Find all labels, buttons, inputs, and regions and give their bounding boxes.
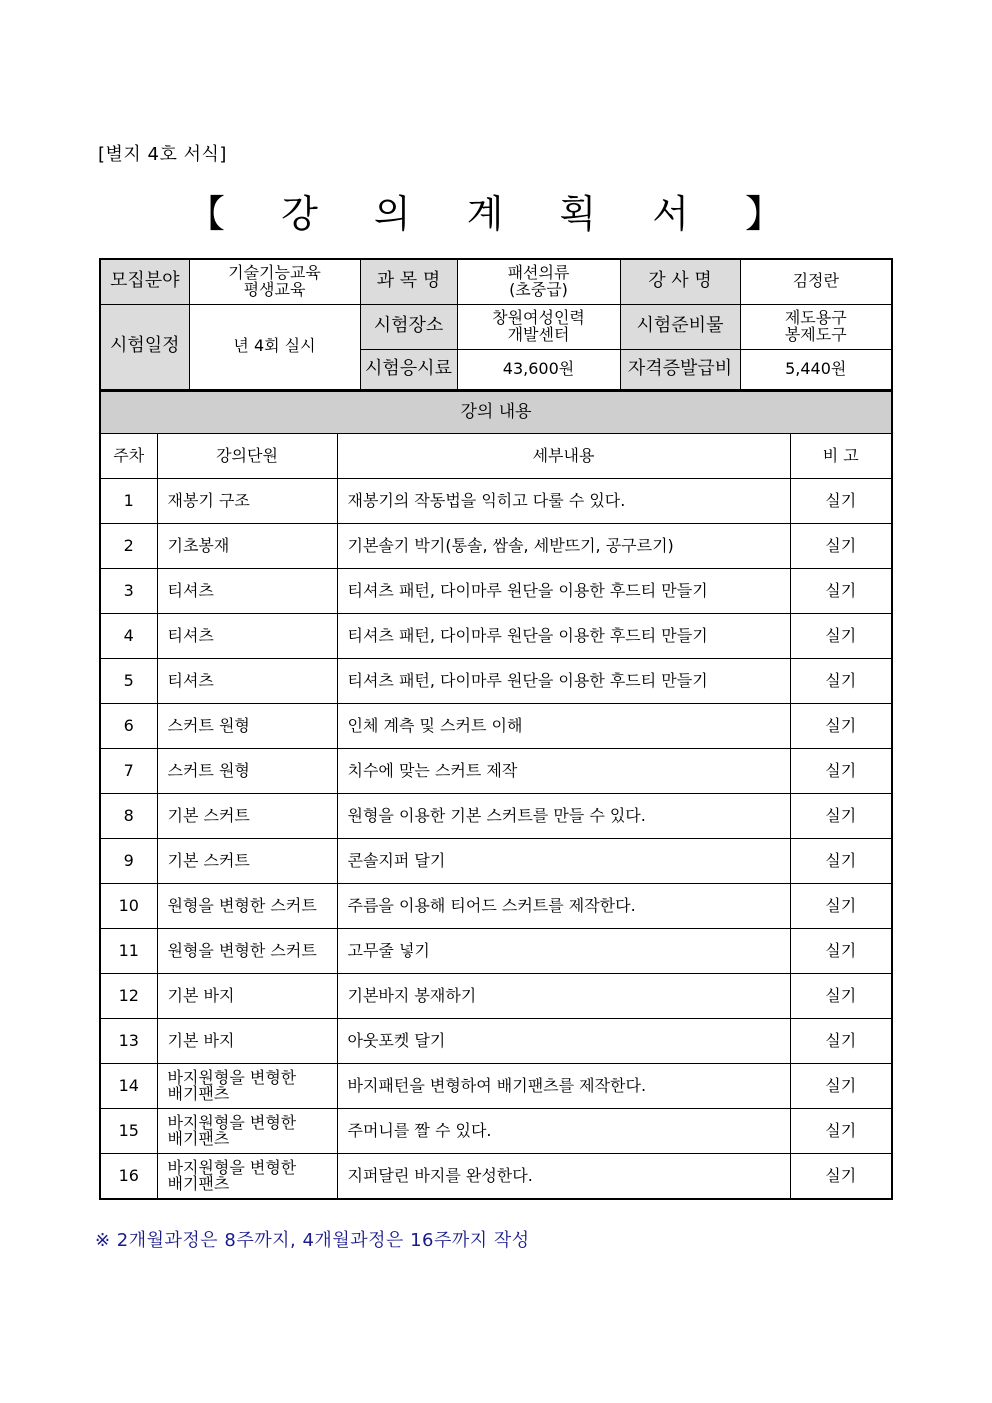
detail-cell: 티셔츠 패턴, 다이마루 원단을 이용한 후드티 만들기 xyxy=(337,659,790,704)
week-cell: 13 xyxy=(100,1019,157,1064)
table-row xyxy=(100,569,892,614)
week-cell: 15 xyxy=(100,1109,157,1154)
detail-cell: 지퍼달린 바지를 완성한다. xyxy=(337,1154,790,1200)
table-row xyxy=(100,1064,892,1109)
unit-cell: 스커트 원형 xyxy=(157,704,337,749)
recruit-field-value xyxy=(189,259,360,304)
detail-header: 세부내용 xyxy=(337,434,790,479)
detail-cell: 바지패턴을 변형하여 배기팬츠를 제작한다. xyxy=(337,1064,790,1109)
document-title: 【 강 의 계 획 서 】 xyxy=(186,192,805,236)
unit-line-2: 배기팬츠 xyxy=(167,1174,230,1193)
table-row xyxy=(100,704,892,749)
subject-label: 과 목 명 xyxy=(360,259,457,304)
table-row xyxy=(100,884,892,929)
unit-cell: 티셔츠 xyxy=(157,614,337,659)
recruit-value-line-1: 기술기능교육 xyxy=(228,262,321,282)
unit-cell: 재봉기 구조 xyxy=(157,479,337,524)
table-row xyxy=(100,794,892,839)
week-cell: 3 xyxy=(100,569,157,614)
exam-fee-value: 43,600원 xyxy=(457,349,620,390)
unit-cell xyxy=(157,1154,337,1200)
note-cell: 실기 xyxy=(790,929,892,974)
unit-line-2: 배기팬츠 xyxy=(167,1084,230,1103)
unit-line-1: 바지원형을 변형한 xyxy=(167,1158,297,1177)
form-number: [별지 4호 서식] xyxy=(98,144,227,165)
recruit-field-label: 모집분야 xyxy=(100,259,189,304)
unit-cell xyxy=(157,1064,337,1109)
table-row xyxy=(100,1154,892,1200)
subject-value xyxy=(457,259,620,304)
note-cell: 실기 xyxy=(790,884,892,929)
week-cell: 9 xyxy=(100,839,157,884)
week-header: 주차 xyxy=(100,434,157,479)
table-row xyxy=(100,614,892,659)
detail-cell: 주름을 이용해 티어드 스커트를 제작한다. xyxy=(337,884,790,929)
week-cell: 11 xyxy=(100,929,157,974)
week-cell: 10 xyxy=(100,884,157,929)
instructor-label: 강 사 명 xyxy=(620,259,740,304)
week-cell: 4 xyxy=(100,614,157,659)
detail-cell: 티셔츠 패턴, 다이마루 원단을 이용한 후드티 만들기 xyxy=(337,569,790,614)
week-cell: 2 xyxy=(100,524,157,569)
exam-place-label: 시험장소 xyxy=(360,304,457,349)
unit-cell: 티셔츠 xyxy=(157,659,337,704)
cert-fee-value: 5,440원 xyxy=(740,349,892,390)
unit-cell: 기본 스커트 xyxy=(157,794,337,839)
exam-supplies-line-1: 제도용구 xyxy=(784,307,847,327)
table-row xyxy=(100,1109,892,1154)
detail-cell: 치수에 맞는 스커트 제작 xyxy=(337,749,790,794)
unit-cell: 기본 바지 xyxy=(157,974,337,1019)
note-cell: 실기 xyxy=(790,794,892,839)
table-row xyxy=(100,749,892,794)
table-row xyxy=(100,479,892,524)
note-cell: 실기 xyxy=(790,1064,892,1109)
note-header: 비 고 xyxy=(790,434,892,479)
table-row xyxy=(100,929,892,974)
detail-cell: 주머니를 짤 수 있다. xyxy=(337,1109,790,1154)
note-cell: 실기 xyxy=(790,479,892,524)
exam-schedule-value: 년 4회 실시 xyxy=(189,304,360,390)
week-cell: 8 xyxy=(100,794,157,839)
lecture-plan-table xyxy=(99,390,893,1200)
exam-supplies-value xyxy=(740,304,892,349)
table-row xyxy=(100,524,892,569)
subject-value-line-2: (초중급) xyxy=(509,279,568,299)
week-cell: 1 xyxy=(100,479,157,524)
instructor-value: 김정란 xyxy=(740,259,892,304)
unit-line-2: 배기팬츠 xyxy=(167,1129,230,1148)
recruit-value-line-2: 평생교육 xyxy=(243,279,306,299)
week-cell: 5 xyxy=(100,659,157,704)
unit-cell: 기초봉재 xyxy=(157,524,337,569)
week-cell: 14 xyxy=(100,1064,157,1109)
exam-schedule-label: 시험일정 xyxy=(100,304,189,390)
unit-cell: 기본 스커트 xyxy=(157,839,337,884)
note-cell: 실기 xyxy=(790,839,892,884)
unit-cell: 티셔츠 xyxy=(157,569,337,614)
note-cell: 실기 xyxy=(790,659,892,704)
week-cell: 7 xyxy=(100,749,157,794)
note-cell: 실기 xyxy=(790,974,892,1019)
unit-line-1: 바지원형을 변형한 xyxy=(167,1068,297,1087)
exam-place-value xyxy=(457,304,620,349)
unit-cell: 스커트 원형 xyxy=(157,749,337,794)
detail-cell: 기본바지 봉재하기 xyxy=(337,974,790,1019)
unit-cell: 기본 바지 xyxy=(157,1019,337,1064)
week-cell: 6 xyxy=(100,704,157,749)
table-row xyxy=(100,839,892,884)
unit-cell xyxy=(157,1109,337,1154)
table-header-row xyxy=(100,434,892,479)
table-row xyxy=(100,659,892,704)
unit-line-1: 바지원형을 변형한 xyxy=(167,1113,297,1132)
unit-header: 강의단원 xyxy=(157,434,337,479)
week-cell: 16 xyxy=(100,1154,157,1200)
detail-cell: 재봉기의 작동법을 익히고 다룰 수 있다. xyxy=(337,479,790,524)
note-cell: 실기 xyxy=(790,614,892,659)
detail-cell: 고무줄 넣기 xyxy=(337,929,790,974)
section-title: 강의 내용 xyxy=(100,391,892,434)
detail-cell: 기본솔기 박기(통솔, 쌈솔, 세받뜨기, 공구르기) xyxy=(337,524,790,569)
detail-cell: 원형을 이용한 기본 스커트를 만들 수 있다. xyxy=(337,794,790,839)
note-cell: 실기 xyxy=(790,1109,892,1154)
detail-cell: 티셔츠 패턴, 다이마루 원단을 이용한 후드티 만들기 xyxy=(337,614,790,659)
note-cell: 실기 xyxy=(790,1154,892,1200)
cert-fee-label: 자격증발급비 xyxy=(620,349,740,390)
detail-cell: 콘솔지퍼 달기 xyxy=(337,839,790,884)
week-cell: 12 xyxy=(100,974,157,1019)
course-info-table xyxy=(99,258,893,391)
exam-place-line-2: 개발센터 xyxy=(507,324,570,344)
exam-place-line-1: 창원여성인력 xyxy=(492,307,585,327)
note-cell: 실기 xyxy=(790,569,892,614)
exam-fee-label: 시험응시료 xyxy=(360,349,457,390)
detail-cell: 인체 계측 및 스커트 이해 xyxy=(337,704,790,749)
subject-value-line-1: 패션의류 xyxy=(507,262,570,282)
detail-cell: 아웃포켓 달기 xyxy=(337,1019,790,1064)
exam-supplies-line-2: 봉제도구 xyxy=(784,324,847,344)
note-cell: 실기 xyxy=(790,524,892,569)
unit-cell: 원형을 변형한 스커트 xyxy=(157,929,337,974)
note-cell: 실기 xyxy=(790,749,892,794)
note-cell: 실기 xyxy=(790,704,892,749)
exam-supplies-label: 시험준비물 xyxy=(620,304,740,349)
note-cell: 실기 xyxy=(790,1019,892,1064)
unit-cell: 원형을 변형한 스커트 xyxy=(157,884,337,929)
table-row xyxy=(100,974,892,1019)
footnote: ※ 2개월과정은 8주까지, 4개월과정은 16주까지 작성 xyxy=(95,1230,530,1251)
table-row xyxy=(100,1019,892,1064)
